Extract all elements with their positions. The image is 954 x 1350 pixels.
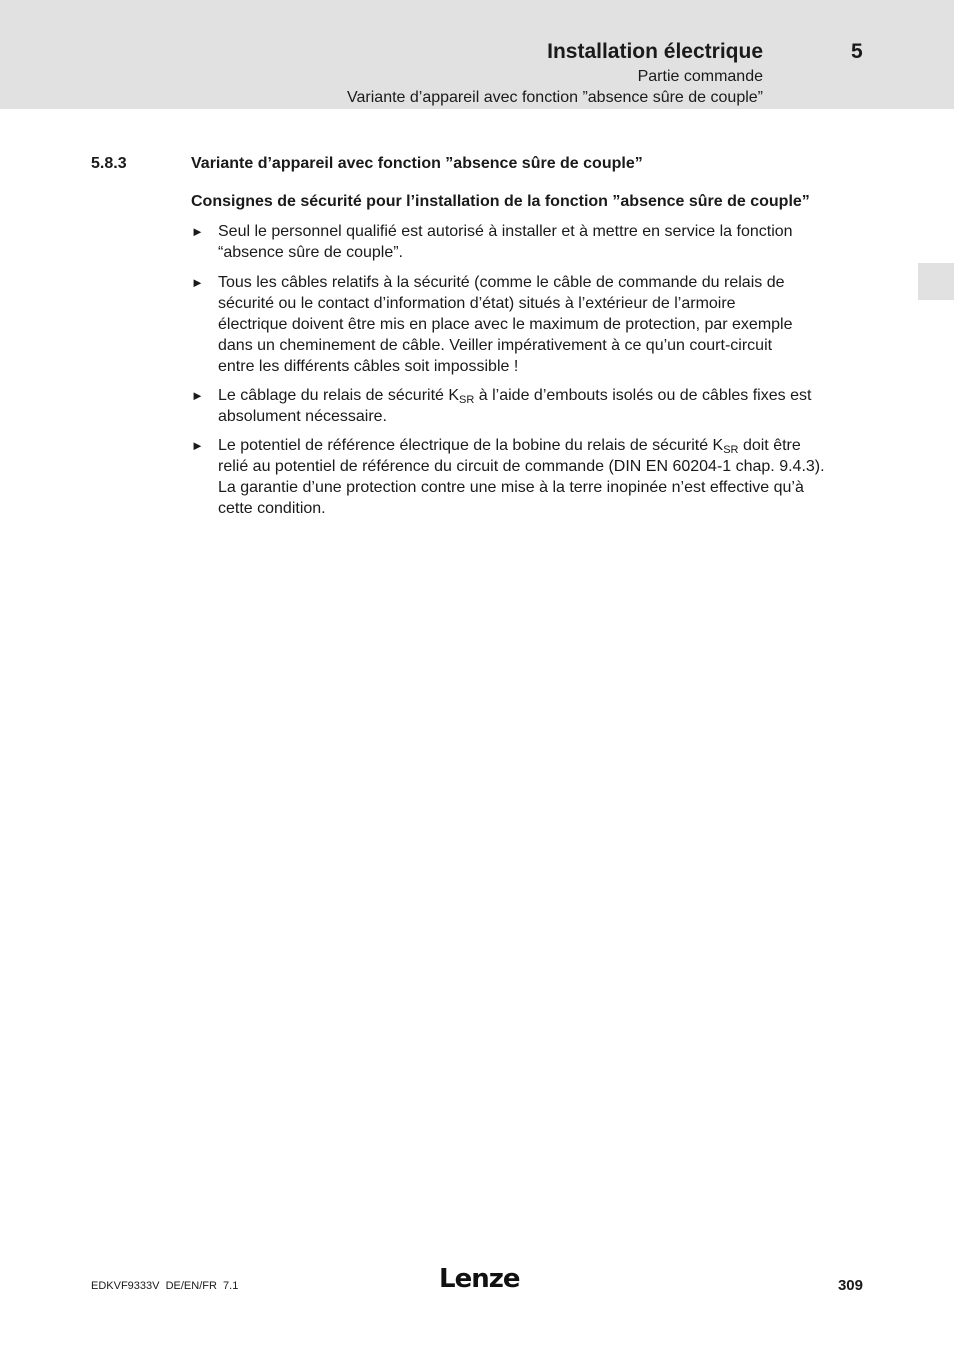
header-subtitle-1: Partie commande — [637, 68, 763, 85]
chapter-side-tab — [918, 263, 954, 300]
bullet-line: “absence sûre de couple”. — [218, 244, 403, 261]
header-title: Installation électrique — [547, 40, 763, 63]
bullet-line: dans un cheminement de câble. Veiller impérativement à ce qu’un court-circuit — [218, 337, 773, 354]
safety-subheading: Consignes de sécurité pour l’installation de la fonction ”absence sûre de couple” — [191, 193, 810, 210]
bullet-arrow-icon: ► — [191, 224, 204, 239]
bullet-item — [191, 385, 863, 427]
bullet-line: entre les différents câbles soit impossible ! — [218, 358, 519, 375]
section-number: 5.8.3 — [91, 155, 127, 172]
lenze-logo: Lenze — [439, 1264, 520, 1294]
bullet-line: sécurité ou le contact d’information d’état) situés à l’extérieur de l’armoire — [218, 295, 736, 312]
bullet-line: Le câblage du relais de sécurité $K_{SR}$ à l’aide d’embouts isolés ou de câbles fixes est — [218, 387, 812, 406]
page-number: 309 — [837, 1277, 863, 1294]
bullet-arrow-icon: ► — [191, 388, 204, 403]
bullet-line: absolument nécessaire. — [218, 408, 387, 425]
bullet-line: relié au potentiel de référence du circuit de commande (DIN EN 60204-1 chap. 9.4.3). — [218, 458, 825, 475]
subscript-sr: SR — [723, 444, 739, 456]
subscript-sr: SR — [459, 394, 475, 406]
section-title: Variante d’appareil avec fonction ”absence sûre de couple” — [191, 155, 643, 172]
bullet-line: Le potentiel de référence électrique de la bobine du relais de sécurité $K_{SR}$ doit être — [218, 437, 801, 456]
bullet-arrow-icon: ► — [191, 438, 204, 453]
footer-doc-code: EDKVF9333V DE/EN/FR 7.1 — [91, 1280, 239, 1292]
bullet-item — [191, 272, 863, 377]
bullet-arrow-icon: ► — [191, 275, 204, 290]
chapter-number: 5 — [851, 40, 863, 63]
bullet-line: cette condition. — [218, 500, 326, 517]
bullet-line: Seul le personnel qualifié est autorisé à installer et à mettre en service la fonction — [218, 223, 793, 240]
bullet-line: Tous les câbles relatifs à la sécurité (comme le câble de commande du relais de — [218, 274, 785, 291]
bullet-line: La garantie d’une protection contre une mise à la terre inopinée n’est effective qu’à — [218, 479, 804, 496]
header-subtitle-2: Variante d’appareil avec fonction ”absence sûre de couple” — [347, 89, 763, 106]
bullet-line: électrique doivent être mis en place avec le maximum de protection, par exemple — [218, 316, 793, 333]
bullet-item — [191, 435, 863, 519]
bullet-item — [191, 221, 863, 263]
